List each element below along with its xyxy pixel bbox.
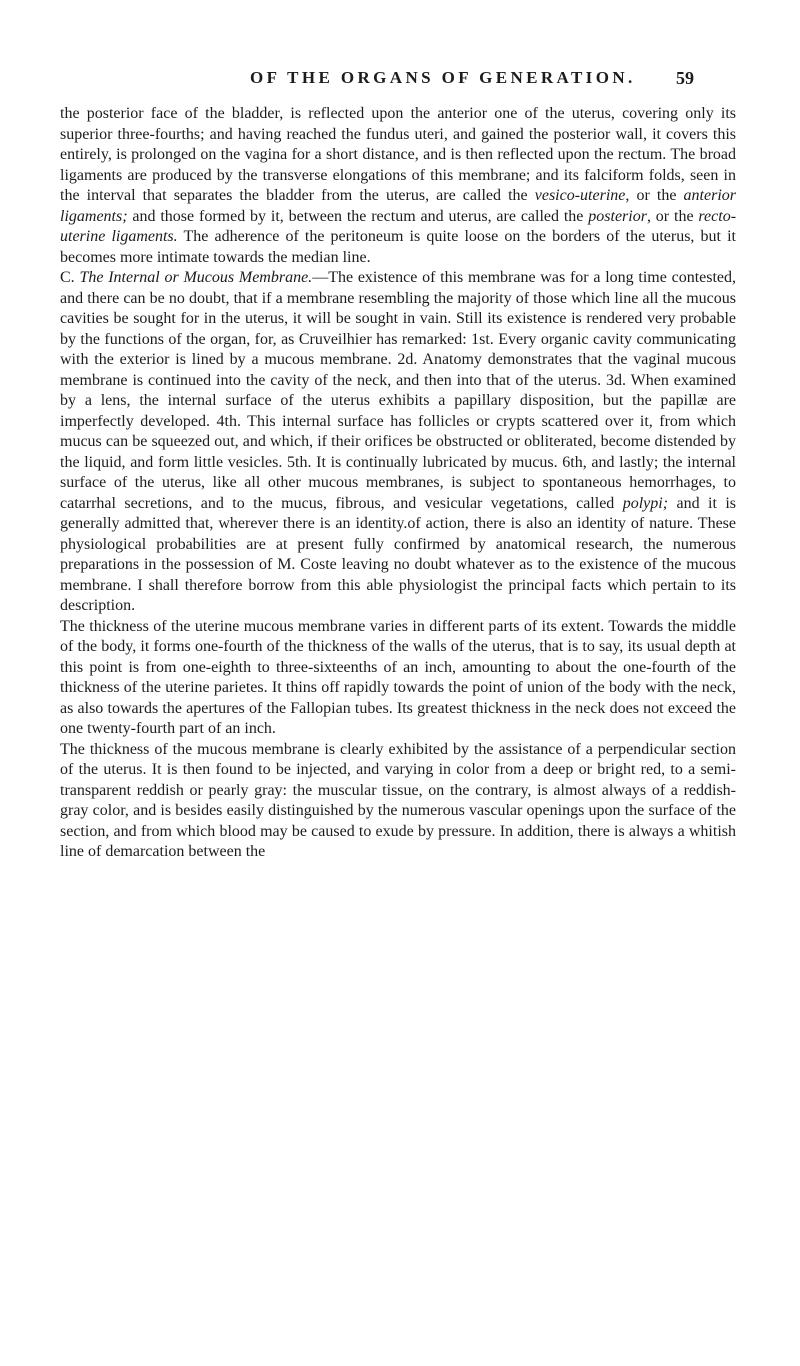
text-run: , or the: [625, 187, 684, 204]
italic-term: anterior ligaments;: [60, 187, 736, 225]
body-text: [60, 104, 736, 863]
page-number: 59: [676, 68, 694, 88]
section-heading: The Internal or Mucous Membrane.: [79, 269, 313, 286]
italic-term: recto-uterine ligaments.: [60, 207, 737, 245]
italic-term: posterior: [588, 207, 647, 225]
text-run: the posterior face of the bladder, is reflected upon the anterior one of the uterus, covering only its superior three-fourths; and having reached the fundus uteri, and gained the posterior wall, it covers this entirely, is prolonged on the vagina for a short distance, and is then reflected upon the rectum. The broad ligaments are produced by the transverse elongations of this membrane; and its falciform folds, seen in the interval that separates the bladder from the uterus, are called the: [60, 105, 736, 204]
text-run: C.: [60, 269, 80, 286]
text-run: The adherence of the peritoneum is quite loose on the borders of the uterus, but it becomes more intimate towards the median line.: [60, 228, 736, 266]
italic-term: vesico-uterine: [534, 187, 626, 204]
text-run: and those formed by it, between the rectum and uterus, are called the: [127, 207, 589, 225]
text-run: and it is generally admitted that, wherever there is an identity.of action, there is also an identity of nature. These physiological probabilities are at present fully confirmed by anatomical research, the numerous preparations in the possession of M. Coste leaving no doubt whatever as to the existence of the mucous membrane. I shall therefore borrow from this able physiologist the principal facts which pertain to its description.: [60, 494, 736, 614]
paragraph-mucous-membrane: [60, 268, 736, 617]
paragraph-thickness: The thickness of the uterine mucous membrane varies in different parts of its extent. Towards the middle of the body, it forms one-fourth of the thickness of the walls of the uterus, that is to say, its usual depth at this point is from one-eighth to three-sixteenths of an inch, amounting to about the one-fourth of the thickness of the uterine parietes. It thins off rapidly towards the point of union of the body with the neck, as also towards the apertures of the Fallopian tubes. Its greatest thickness in the neck does not exceed the one twenty-fourth part of an inch.: [60, 617, 736, 737]
paragraph-section: The thickness of the mucous membrane is clearly exhibited by the assistance of a perpendicular section of the uterus. It is then found to be injected, and varying in color from a deep or bright red, to a semi-transparent reddish or pearly gray: the muscular tissue, on the contrary, is almost always of a reddish-gray color, and is besides easily distinguished by the numerous vascular openings upon the surface of the section, and from which blood may be caused to exude by pressure. In addition, there is always a whitish line of demarcation between the: [60, 740, 736, 860]
text-run: , or the: [646, 207, 699, 225]
text-run: —The existence of this membrane was for a long time contested, and there can be no doubt, that if a membrane resembling the majority of those which line all the mucous cavities be sought for in the uterus, it will be sought in vain. Still its existence is rendered very probable by the functions of the organ, for, as Cruveilhier has remarked: 1st. Every organic cavity communicating with the exterior is lined by a mucous membrane. 2d. Anatomy demonstrates that the vaginal mucous membrane is continued into the cavity of the neck, and then into that of the uterus. 3d. When examined by a lens, the internal surface of the uterus exhibits a papillary disposition, but the papillæ are imperfectly developed. 4th. This internal surface has follicles or crypts scattered over it, from which mucus can be squeezed out, and which, if their orifices be obstructed or obliterated, become distended by the liquid, and form little vesicles. 5th. It is continually lubricated by mucus. 6th, and lastly; the internal surface of the uterus, like all other mucous membranes, is subject to spontaneous hemorrhages, to catarrhal secretions, and to the mucus, fibrous, and vesicular vegetations, called: [60, 269, 737, 512]
running-head: OF THE ORGANS OF GENERATION.: [250, 68, 636, 87]
paragraph-peritoneum: [60, 104, 736, 268]
italic-term: polypi;: [622, 494, 669, 512]
